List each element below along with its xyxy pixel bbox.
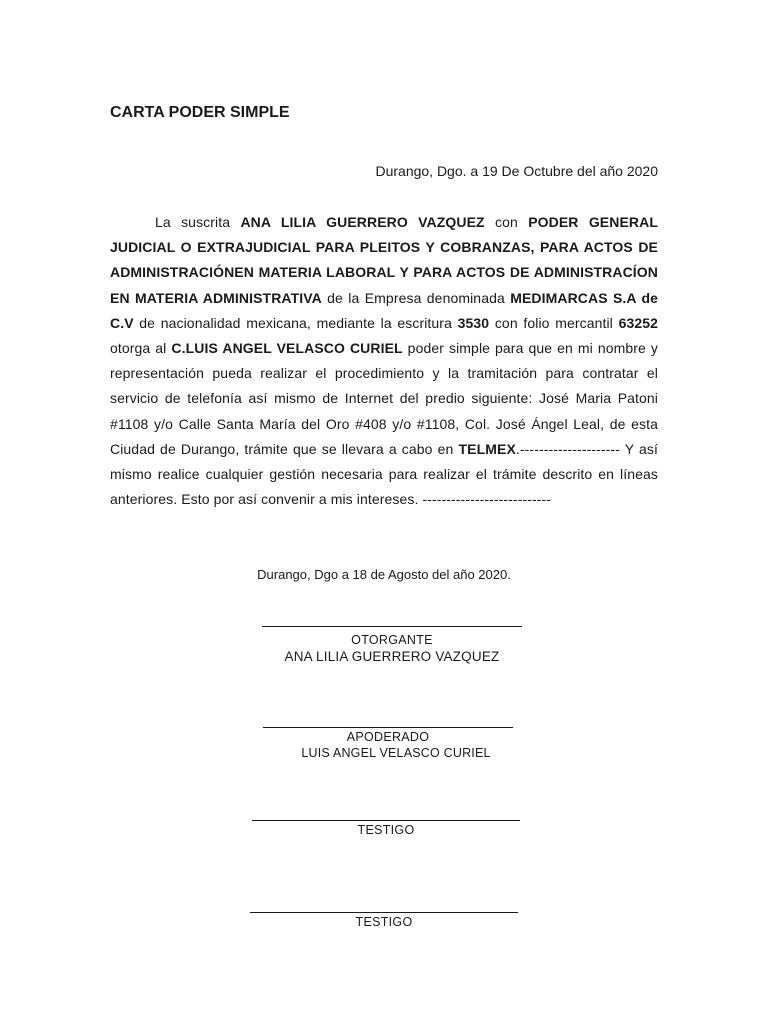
document-title: CARTA PODER SIMPLE bbox=[110, 104, 290, 121]
signature-line bbox=[252, 820, 520, 821]
signature-name: LUIS ANGEL VELASCO CURIEL bbox=[301, 746, 491, 760]
body-text-4: de nacionalidad mexicana, mediante la escritura bbox=[133, 314, 458, 331]
grantor-name-inline: ANA LILIA GUERRERO VAZQUEZ bbox=[240, 214, 485, 230]
body-paragraph bbox=[110, 210, 658, 512]
body-text-2: con bbox=[484, 214, 529, 230]
body-text-3: de la Empresa denominada bbox=[321, 289, 511, 306]
signature-block-attorney bbox=[263, 727, 513, 760]
body-text-5: con folio mercantil bbox=[489, 314, 619, 331]
signature-role: APODERADO bbox=[346, 730, 430, 744]
signature-line bbox=[262, 626, 522, 627]
company-name: MEDIMARCAS S.A de C.V bbox=[110, 289, 658, 331]
signature-line bbox=[250, 912, 518, 913]
signature-block-witness-1 bbox=[252, 820, 520, 837]
signature-name: ANA LILIA GUERRERO VAZQUEZ bbox=[284, 649, 500, 664]
attorney-name-inline: C.LUIS ANGEL VELASCO CURIEL bbox=[171, 340, 403, 357]
provider-name: TELMEX bbox=[458, 440, 516, 457]
power-type: PODER GENERAL JUDICIAL O EXTRAJUDICIAL PARA PLEITOS Y COBRANZAS, PARA ACTOS DE ADMINISTRACIÓNEN MATERIA LABORAL Y PARA ACTOS DE ADMINISTRACÍON EN MATERIA ADMINISTRATIVA bbox=[110, 214, 658, 306]
place-date: Durango, Dgo. a 19 De Octubre del año 2020 bbox=[375, 163, 658, 179]
signature-line bbox=[263, 727, 513, 728]
body-text-7: poder simple para que en mi nombre y representación pueda realizar el procedimiento y la tramitación para contratar el servicio de telefonía así mismo de Internet del predio siguiente: José Maria Patoni #1108 y/o Calle Santa María del Oro #408 y/o #1108, Col. José Ángel Leal, de esta Ciudad de Durango, trámite que se llevara a cabo en bbox=[110, 340, 658, 457]
signature-role: OTORGANTE bbox=[351, 633, 433, 647]
body-text-8: .--------------------- Y así mismo realice cualquier gestión necesaria para realizar el trámite descrito en líneas anteriores. Esto por así convenir a mis intereses. --------------------------- bbox=[110, 440, 659, 508]
closing-date: Durango, Dgo a 18 de Agosto del año 2020. bbox=[257, 567, 511, 582]
signature-block-grantor bbox=[262, 626, 522, 664]
signature-role: TESTIGO bbox=[355, 915, 413, 929]
body-text-1: La suscrita bbox=[155, 214, 241, 230]
signature-role: TESTIGO bbox=[357, 823, 415, 837]
folio-number: 63252 bbox=[618, 314, 658, 331]
signature-block-witness-2 bbox=[250, 912, 518, 929]
body-text-6: otorga al bbox=[110, 340, 172, 357]
deed-number: 3530 bbox=[457, 314, 490, 331]
